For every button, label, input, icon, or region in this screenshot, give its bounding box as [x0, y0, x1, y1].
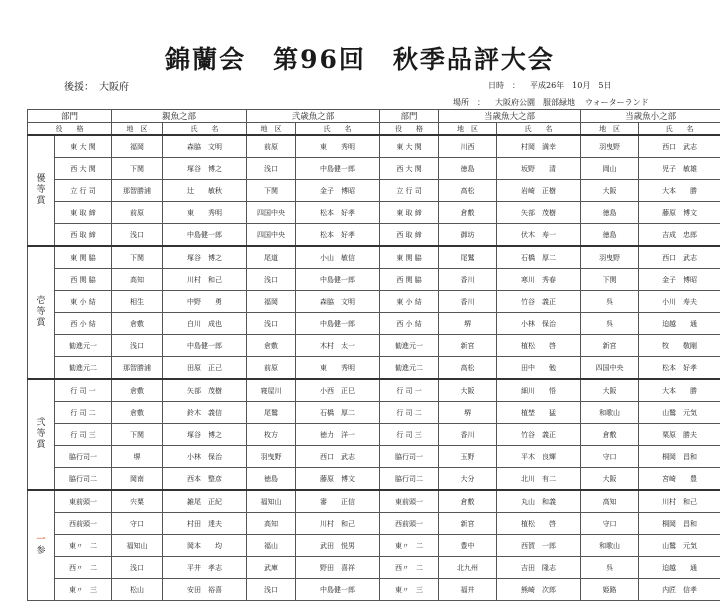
sponsor-line: 後援： 大阪府	[64, 78, 129, 93]
rank-cell: 西 小 結	[55, 313, 112, 335]
name-cell: 吉成 忠郎	[639, 224, 720, 247]
table-row	[28, 202, 720, 224]
rank-cell: 西 関 脇	[55, 269, 112, 291]
name-cell: 徳力 洋一	[296, 424, 380, 446]
column-area: 地 区	[439, 123, 497, 136]
rank-cell: 東前頭一	[380, 490, 439, 513]
name-cell: 熊崎 次郎	[497, 579, 581, 601]
name-cell: 中島健一郎	[296, 158, 380, 180]
name-cell: 植松 啓	[497, 513, 581, 535]
venue-name: ウォーターランド	[585, 98, 649, 107]
name-cell: 平井 孝志	[163, 557, 247, 579]
rank-cell: 脇行司二	[380, 468, 439, 491]
area-cell: 豊中	[439, 535, 497, 557]
event-title: 錦蘭会 第96回 秋季品評大会	[0, 40, 720, 76]
area-cell: 浅口	[247, 269, 296, 291]
name-cell: 竹谷 義正	[497, 291, 581, 313]
area-cell: 寝屋川	[247, 379, 296, 402]
rank-cell: 行 司 二	[55, 402, 112, 424]
area-cell: 高知	[247, 513, 296, 535]
area-cell: 姫路	[581, 579, 639, 601]
area-cell: 枚方	[247, 424, 296, 446]
name-cell: 塚谷 博之	[163, 246, 247, 269]
name-cell: 内匠 信孝	[639, 579, 720, 601]
section-title-nisaigyo: 弐歳魚之部	[247, 110, 380, 123]
name-cell: 大本 勝	[639, 180, 720, 202]
name-cell: 伏木 寿一	[497, 224, 581, 247]
date-label: 日時 ：	[488, 81, 520, 90]
prize-label: 弐等賞	[37, 418, 46, 451]
name-cell: 東 秀明	[163, 202, 247, 224]
name-cell: 村田 達夫	[163, 513, 247, 535]
area-cell: 倉敷	[112, 379, 163, 402]
table-row	[28, 291, 720, 313]
name-cell: 西口 武志	[296, 446, 380, 468]
table-row	[28, 579, 720, 601]
area-cell: 下関	[581, 269, 639, 291]
name-cell: 宮崎 豊	[639, 468, 720, 491]
column-name: 氏 名	[296, 123, 380, 136]
area-cell: 徳島	[439, 158, 497, 180]
area-cell: 岡南	[112, 468, 163, 491]
name-cell: 中野 勇	[163, 291, 247, 313]
venue-label: 場所 ：	[453, 98, 485, 107]
section-title-oyagyo: 親魚之部	[112, 110, 247, 123]
area-cell: 福知山	[112, 535, 163, 557]
rank-cell: 行 司 三	[380, 424, 439, 446]
name-cell: 塚谷 博之	[163, 158, 247, 180]
rank-cell: 行 司 三	[55, 424, 112, 446]
name-cell: 小林 保治	[163, 446, 247, 468]
table-row	[28, 158, 720, 180]
venue-line	[453, 97, 659, 108]
name-cell: 藤原 博文	[639, 202, 720, 224]
area-cell: 徳島	[581, 224, 639, 247]
rank-cell: 西 大 関	[55, 158, 112, 180]
name-cell: 迫越 通	[639, 557, 720, 579]
name-cell: 森脇 文明	[163, 135, 247, 158]
prize-label-part: 一	[37, 535, 46, 545]
area-cell: 倉敷	[439, 202, 497, 224]
area-cell: 大阪	[439, 379, 497, 402]
name-cell: 丸山 和義	[497, 490, 581, 513]
area-cell: 浅口	[247, 579, 296, 601]
area-cell: 堺	[112, 446, 163, 468]
name-cell: 武田 悦男	[296, 535, 380, 557]
rank-cell: 東 関 脇	[380, 246, 439, 269]
area-cell: 福知山	[247, 490, 296, 513]
name-cell: 審 正信	[296, 490, 380, 513]
area-cell: 堺	[439, 402, 497, 424]
section-category-left: 部門	[28, 110, 112, 123]
name-cell: 松本 好孝	[296, 202, 380, 224]
name-cell: 金子 博昭	[639, 269, 720, 291]
table-row	[28, 335, 720, 357]
name-cell: 村岡 満幸	[497, 135, 581, 158]
table-row	[28, 513, 720, 535]
area-cell: 浅口	[112, 335, 163, 357]
area-cell: 福岡	[112, 135, 163, 158]
area-cell: 四国中央	[247, 202, 296, 224]
area-cell: 福岡	[247, 291, 296, 313]
area-cell: 羽曳野	[581, 135, 639, 158]
name-cell: 小山 敏信	[296, 246, 380, 269]
rank-cell: 西 取 締	[380, 224, 439, 247]
prize-cell	[28, 379, 55, 490]
column-name: 氏 名	[497, 123, 581, 136]
section-title-tosai-dai: 当歳魚大之部	[439, 110, 581, 123]
name-cell: 中島健一郎	[296, 579, 380, 601]
rank-cell: 脇行司一	[380, 446, 439, 468]
rank-cell: 東前頭一	[55, 490, 112, 513]
table-row	[28, 313, 720, 335]
table-row	[28, 357, 720, 380]
rank-cell: 東 取 締	[380, 202, 439, 224]
table-row	[28, 446, 720, 468]
name-cell: 安田 裕喜	[163, 579, 247, 601]
area-cell: 倉敷	[112, 402, 163, 424]
name-cell: 松本 好孝	[639, 357, 720, 380]
area-cell: 川西	[439, 135, 497, 158]
area-cell: 守口	[581, 513, 639, 535]
area-cell: 徳島	[247, 468, 296, 491]
name-cell: 竹谷 義正	[497, 424, 581, 446]
name-cell: 東 秀明	[296, 135, 380, 158]
name-cell: 田原 正己	[163, 357, 247, 380]
area-cell: 倉敷	[581, 424, 639, 446]
name-cell: 大本 勝	[639, 379, 720, 402]
name-cell: 鈴木 義信	[163, 402, 247, 424]
column-area: 地 区	[247, 123, 296, 136]
table-row	[28, 224, 720, 247]
area-cell: 御坊	[439, 224, 497, 247]
column-area: 地 区	[581, 123, 639, 136]
area-cell: 新宮	[439, 335, 497, 357]
name-cell: 石橋 厚二	[497, 246, 581, 269]
area-cell: 守口	[581, 446, 639, 468]
area-cell: 北九州	[439, 557, 497, 579]
area-cell: 新宮	[581, 335, 639, 357]
rank-cell: 西〃 二	[380, 557, 439, 579]
name-cell: 小林 保治	[497, 313, 581, 335]
area-cell: 前原	[112, 202, 163, 224]
name-cell: 川村 和己	[163, 269, 247, 291]
rank-cell: 勧進元一	[55, 335, 112, 357]
name-cell: 児子 敏雄	[639, 158, 720, 180]
rank-cell: 西前頭一	[380, 513, 439, 535]
area-cell: 高知	[112, 269, 163, 291]
rank-cell: 東 小 結	[55, 291, 112, 313]
area-cell: 那智勝浦	[112, 357, 163, 380]
table-row	[28, 557, 720, 579]
name-cell: 西本 整彦	[163, 468, 247, 491]
rank-cell: 東〃 三	[380, 579, 439, 601]
name-cell: 東 秀明	[296, 357, 380, 380]
area-cell: 高松	[439, 357, 497, 380]
name-cell: 山鷲 元気	[639, 535, 720, 557]
name-cell: 中島健一郎	[163, 224, 247, 247]
name-cell: 中島健一郎	[163, 335, 247, 357]
area-cell: 守口	[112, 513, 163, 535]
area-cell: 新宮	[439, 513, 497, 535]
rank-cell: 脇行司一	[55, 446, 112, 468]
prize-label: 壱等賞	[37, 296, 46, 329]
section-header-row	[28, 110, 720, 123]
rank-cell: 勧進元二	[55, 357, 112, 380]
rank-cell: 西 大 関	[380, 158, 439, 180]
name-cell: 栗原 勝夫	[639, 424, 720, 446]
area-cell: 高松	[439, 180, 497, 202]
area-cell: 浅口	[112, 557, 163, 579]
area-cell: 香川	[439, 291, 497, 313]
name-cell: 白川 成也	[163, 313, 247, 335]
name-cell: 塚谷 博之	[163, 424, 247, 446]
area-cell: 下関	[112, 158, 163, 180]
name-cell: 川村 和己	[296, 513, 380, 535]
table-row	[28, 246, 720, 269]
date-value: 平成26年 10月 5日	[530, 81, 611, 90]
rank-cell: 東 大 関	[380, 135, 439, 158]
table-row	[28, 269, 720, 291]
name-cell: 岩崎 正樹	[497, 180, 581, 202]
rank-cell: 東 関 脇	[55, 246, 112, 269]
name-cell: 矢部 茂樹	[163, 379, 247, 402]
rank-cell: 東〃 二	[55, 535, 112, 557]
prize-cell	[28, 246, 55, 379]
column-area: 地 区	[112, 123, 163, 136]
prize-label	[37, 535, 46, 557]
column-name: 氏 名	[639, 123, 720, 136]
name-cell: 桐岡 昌和	[639, 446, 720, 468]
prize-label-part: 参	[37, 546, 46, 556]
area-cell: 和歌山	[581, 535, 639, 557]
area-cell: 四国中央	[581, 357, 639, 380]
name-cell: 坂野 清	[497, 158, 581, 180]
name-cell: 金子 博昭	[296, 180, 380, 202]
area-cell: 浅口	[112, 224, 163, 247]
area-cell: 浅口	[247, 158, 296, 180]
area-cell: 那智勝浦	[112, 180, 163, 202]
rank-cell: 西 関 脇	[380, 269, 439, 291]
date-line	[488, 80, 621, 91]
name-cell: 平木 良輝	[497, 446, 581, 468]
area-cell: 福山	[247, 535, 296, 557]
area-cell: 下関	[112, 424, 163, 446]
column-rank-left: 役 格	[28, 123, 112, 136]
table-row	[28, 379, 720, 402]
name-cell: 植埜 猛	[497, 402, 581, 424]
name-cell: 北川 有二	[497, 468, 581, 491]
prize-cell	[28, 135, 55, 246]
area-cell: 倉敷	[247, 335, 296, 357]
name-cell: 西口 武志	[639, 135, 720, 158]
rank-cell: 東 取 締	[55, 202, 112, 224]
area-cell: 下関	[112, 246, 163, 269]
area-cell: 大阪	[581, 180, 639, 202]
area-cell: 尾鷲	[247, 402, 296, 424]
area-cell: 尾道	[247, 246, 296, 269]
table-row	[28, 424, 720, 446]
name-cell: 山鷲 元気	[639, 402, 720, 424]
rank-cell: 行 司 一	[55, 379, 112, 402]
name-cell: 田中 勉	[497, 357, 581, 380]
name-cell: 松本 好孝	[296, 224, 380, 247]
rank-cell: 西前頭一	[55, 513, 112, 535]
name-cell: 岡本 均	[163, 535, 247, 557]
name-cell: 植松 啓	[497, 335, 581, 357]
name-cell: 石橋 厚二	[296, 402, 380, 424]
area-cell: 呉	[581, 291, 639, 313]
section-category-right: 部門	[380, 110, 439, 123]
area-cell: 大阪	[581, 468, 639, 491]
area-cell: 玉野	[439, 446, 497, 468]
area-cell: 前原	[247, 135, 296, 158]
name-cell: 小川 寿夫	[639, 291, 720, 313]
area-cell: 香川	[439, 269, 497, 291]
area-cell: 相生	[112, 291, 163, 313]
name-cell: 細川 悟	[497, 379, 581, 402]
rank-cell: 西 取 締	[55, 224, 112, 247]
name-cell: 中島健一郎	[296, 269, 380, 291]
area-cell: 大阪	[581, 379, 639, 402]
table-row	[28, 180, 720, 202]
name-cell: 吉田 隆志	[497, 557, 581, 579]
name-cell: 寒川 秀春	[497, 269, 581, 291]
table-row	[28, 490, 720, 513]
name-cell: 藤原 博文	[296, 468, 380, 491]
venue-place: 大阪府公園 服部緑地	[495, 98, 575, 107]
area-cell: 堺	[439, 313, 497, 335]
area-cell: 宍粟	[112, 490, 163, 513]
table-row	[28, 468, 720, 491]
area-cell: 下関	[247, 180, 296, 202]
rank-cell: 勧進元二	[380, 357, 439, 380]
section-title-tosai-sho: 当歳魚小之部	[581, 110, 720, 123]
rank-cell: 行 司 一	[380, 379, 439, 402]
area-cell: 武庫	[247, 557, 296, 579]
area-cell: 高知	[581, 490, 639, 513]
rank-cell: 東 小 結	[380, 291, 439, 313]
area-cell: 和歌山	[581, 402, 639, 424]
prize-cell	[28, 490, 55, 601]
rank-cell: 行 司 二	[380, 402, 439, 424]
column-rank-right: 役 格	[380, 123, 439, 136]
name-cell: 迫越 通	[639, 313, 720, 335]
area-cell: 福井	[439, 579, 497, 601]
area-cell: 浅口	[247, 313, 296, 335]
rank-cell: 立 行 司	[55, 180, 112, 202]
name-cell: 中島健一郎	[296, 313, 380, 335]
name-cell: 森脇 文明	[296, 291, 380, 313]
rank-cell: 立 行 司	[380, 180, 439, 202]
name-cell: 西賀 一郎	[497, 535, 581, 557]
area-cell: 香川	[439, 424, 497, 446]
name-cell: 川村 和己	[639, 490, 720, 513]
name-cell: 牧 敬剛	[639, 335, 720, 357]
rank-cell: 東〃 三	[55, 579, 112, 601]
area-cell: 大分	[439, 468, 497, 491]
area-cell: 羽曳野	[247, 446, 296, 468]
rank-cell: 西 小 結	[380, 313, 439, 335]
results-table	[27, 109, 720, 601]
table-row	[28, 135, 720, 158]
name-cell: 桐岡 昌和	[639, 513, 720, 535]
area-cell: 岡山	[581, 158, 639, 180]
rank-cell: 勧進元一	[380, 335, 439, 357]
area-cell: 呉	[581, 313, 639, 335]
area-cell: 四国中央	[247, 224, 296, 247]
area-cell: 松山	[112, 579, 163, 601]
rank-cell: 西〃 二	[55, 557, 112, 579]
name-cell: 小西 正巳	[296, 379, 380, 402]
table-row	[28, 402, 720, 424]
name-cell: 野田 喜祥	[296, 557, 380, 579]
rank-cell: 脇行司二	[55, 468, 112, 491]
name-cell: 辻 敏秋	[163, 180, 247, 202]
area-cell: 呉	[581, 557, 639, 579]
name-cell: 矢部 茂樹	[497, 202, 581, 224]
column-name: 氏 名	[163, 123, 247, 136]
name-cell: 木村 太一	[296, 335, 380, 357]
rank-cell: 東〃 二	[380, 535, 439, 557]
area-cell: 倉敷	[439, 490, 497, 513]
prize-label: 優等賞	[37, 174, 46, 207]
area-cell: 倉敷	[112, 313, 163, 335]
area-cell: 尾鷲	[439, 246, 497, 269]
area-cell: 羽曳野	[581, 246, 639, 269]
table-row	[28, 535, 720, 557]
area-cell: 前原	[247, 357, 296, 380]
area-cell: 徳島	[581, 202, 639, 224]
column-header-row	[28, 123, 720, 136]
name-cell: 西口 武志	[639, 246, 720, 269]
name-cell: 雑尾 正紀	[163, 490, 247, 513]
rank-cell: 東 大 関	[55, 135, 112, 158]
